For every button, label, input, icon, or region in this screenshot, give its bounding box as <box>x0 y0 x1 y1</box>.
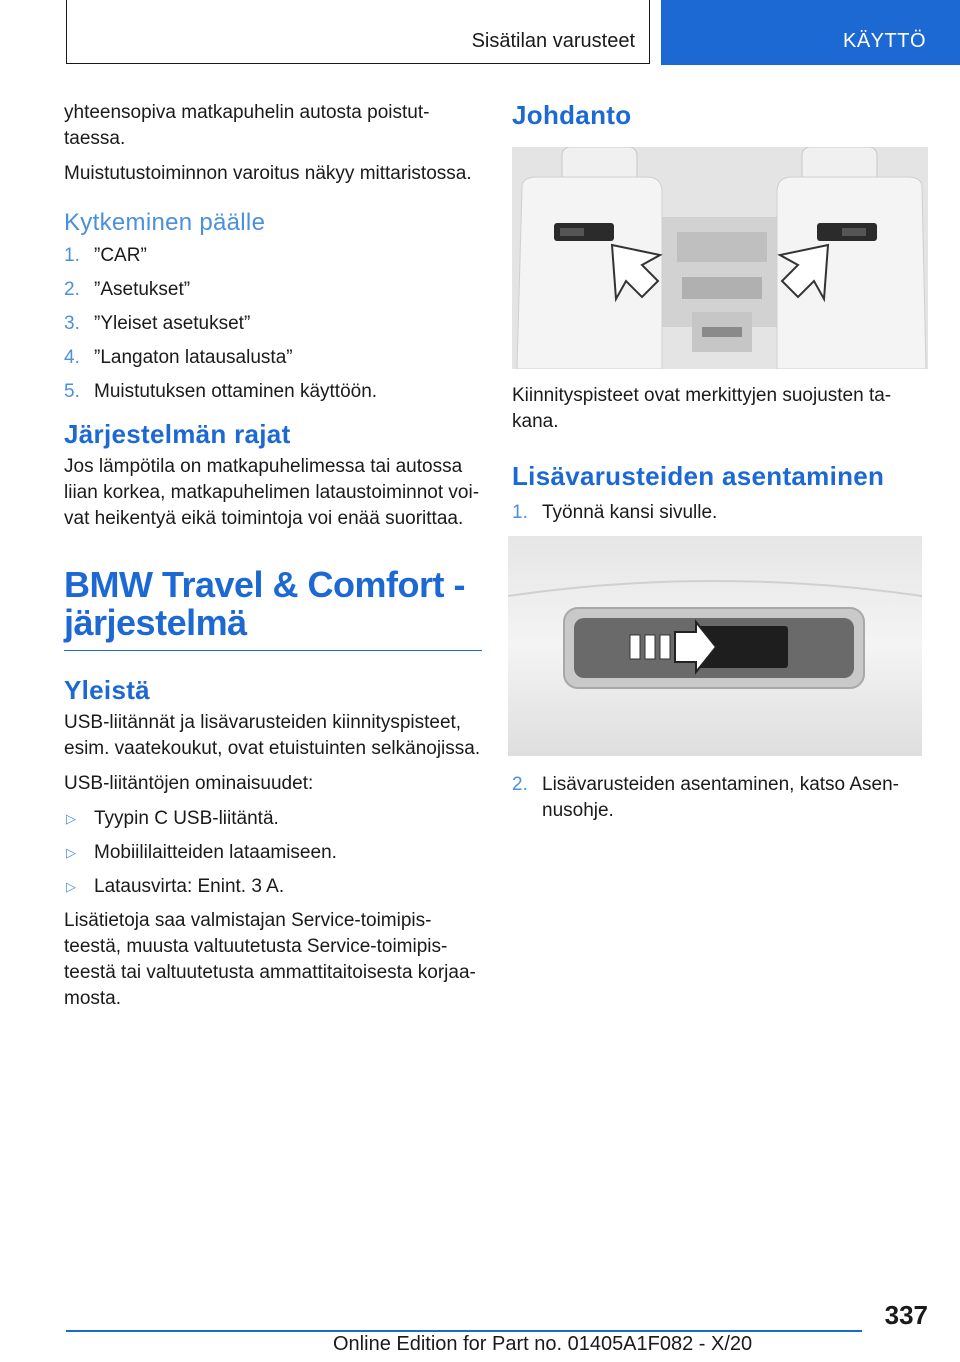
step-text: Muistutuksen ottaminen käyttöön. <box>94 381 378 402</box>
list-item <box>64 311 482 337</box>
step-text: ”Yleiset asetukset” <box>94 313 251 334</box>
asentaminen-step-2 <box>512 772 932 824</box>
kytkeminen-steps <box>64 243 482 405</box>
yleista-paragraph-1: USB-liitännät ja lisävarusteiden kiinnityspisteet, esim. vaatekoukut, ovat etuistuinten selkänojissa. <box>64 712 481 759</box>
list-item <box>64 840 482 866</box>
list-item <box>64 345 482 371</box>
cover-slide-illustration <box>508 536 922 756</box>
header-chapter-title: KÄYTTÖ <box>842 30 926 52</box>
header-chapter-tab <box>661 0 960 65</box>
header-section-box <box>66 0 650 64</box>
heading-kytkeminen: Kytkeminen päälle <box>64 209 266 236</box>
step-number: 2. <box>64 279 80 300</box>
step-text: Lisävarusteiden asentaminen, katso Asen-nusohje. <box>542 774 899 821</box>
bullet-text: Mobiililaitteiden lataamiseen. <box>94 842 337 863</box>
yleista-paragraph-3: Lisätietoja saa valmistajan Service-toimipis-teestä, muusta valtuutetusta Service-toimipis-teestä tai valtuutetusta ammattitaitoisesta korjaa-mosta. <box>64 910 476 1009</box>
edition-text: Online Edition for Part no. 01405A1F082 - X/20 <box>333 1333 753 1355</box>
step-number: 2. <box>512 774 528 795</box>
right-column <box>512 100 932 832</box>
heading-asentaminen: Lisävarusteiden asentaminen <box>512 461 885 491</box>
heading-jarjestelman-rajat: Järjestelmän rajat <box>64 419 291 449</box>
usb-feature-list <box>64 806 482 900</box>
step-text: ”Asetukset” <box>94 279 191 300</box>
page-number: 337 <box>884 1300 928 1330</box>
intro-paragraph-1: yhteensopiva matkapuhelin autosta poistut-taessa. <box>64 102 430 149</box>
step-number: 4. <box>64 347 80 368</box>
triangle-right-icon: ▷ <box>66 811 76 826</box>
step-text: ”CAR” <box>94 245 147 266</box>
heading-johdanto: Johdanto <box>512 100 632 130</box>
bullet-text: Tyypin C USB-liitäntä. <box>94 808 279 829</box>
heading-yleista: Yleistä <box>64 675 150 705</box>
triangle-right-icon: ▷ <box>66 879 76 894</box>
yleista-paragraph-2: USB-liitäntöjen ominaisuudet: <box>64 773 314 794</box>
step-text: ”Langaton latausalusta” <box>94 347 293 368</box>
footer-divider <box>66 1330 862 1332</box>
list-item <box>512 772 932 824</box>
list-item <box>64 874 482 900</box>
intro-paragraph-2: Muistutustoiminnon varoitus näkyy mittaristossa. <box>64 163 472 184</box>
left-column <box>64 100 482 1021</box>
step-number: 5. <box>64 381 80 402</box>
seat-backs-illustration <box>512 147 928 369</box>
asentaminen-step-1 <box>512 500 932 526</box>
step-number: 1. <box>512 502 528 523</box>
step-number: 3. <box>64 313 80 334</box>
bullet-text: Latausvirta: Enint. 3 A. <box>94 876 285 897</box>
step-number: 1. <box>64 245 80 266</box>
list-item <box>64 243 482 269</box>
header-section-title: Sisätilan varusteet <box>471 30 635 52</box>
list-item <box>64 277 482 303</box>
main-heading: BMW Travel & Comfort -järjestelmä <box>64 566 482 651</box>
rajat-paragraph: Jos lämpötila on matkapuhelimessa tai autossa liian korkea, matkapuhelimen lataustoiminnot voi-vat heikentyä eikä toimintoja voi enää suorittaa. <box>64 456 480 529</box>
triangle-right-icon: ▷ <box>66 845 76 860</box>
list-item <box>64 379 482 405</box>
list-item <box>64 806 482 832</box>
johdanto-caption: Kiinnityspisteet ovat merkittyjen suojusten ta-kana. <box>512 385 892 432</box>
list-item <box>512 500 932 526</box>
step-text: Työnnä kansi sivulle. <box>542 502 718 523</box>
